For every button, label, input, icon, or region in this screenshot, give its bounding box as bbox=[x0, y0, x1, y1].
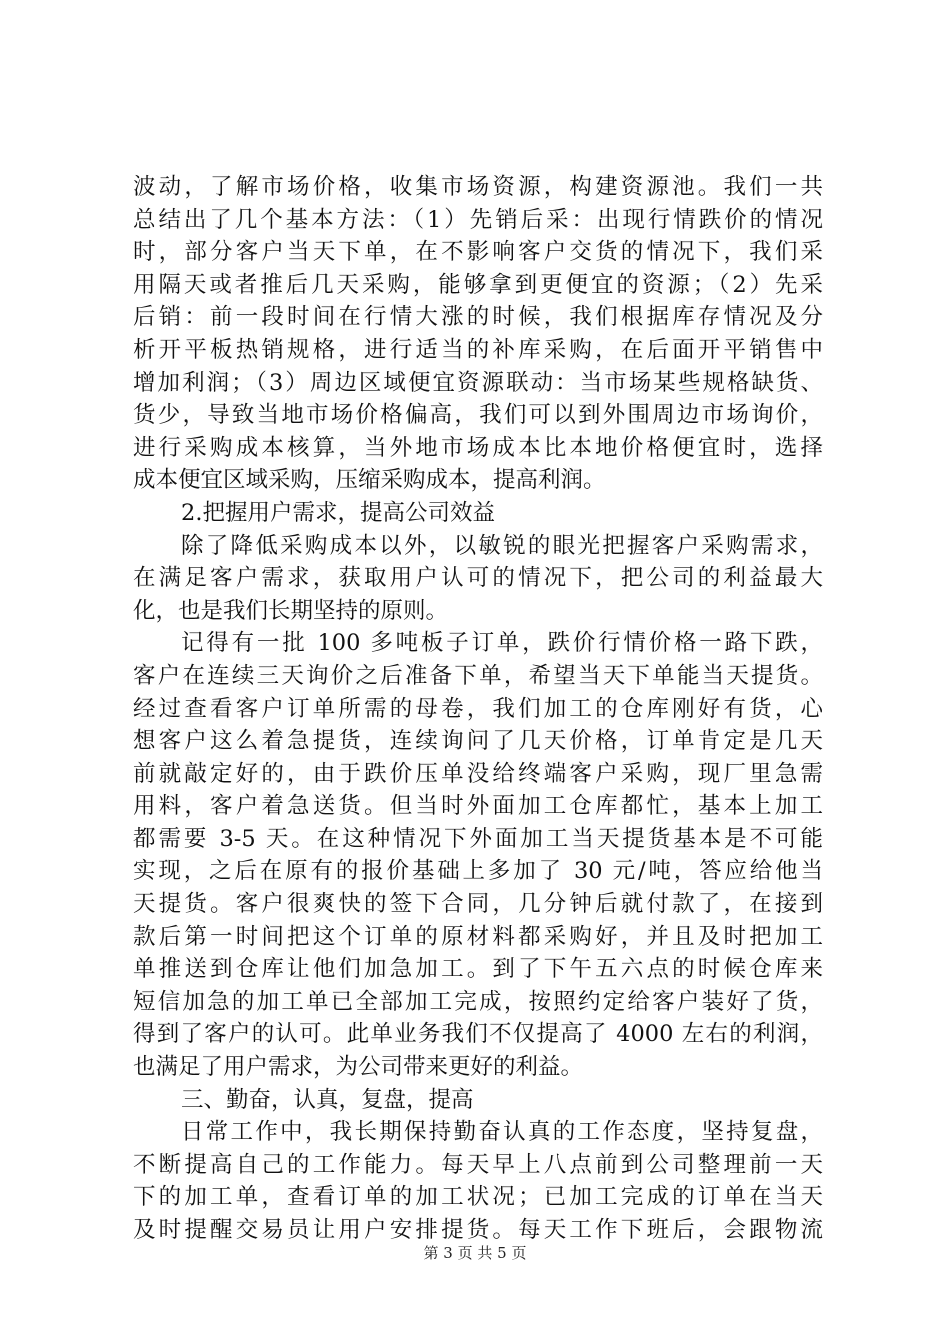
text-line: 实现，之后在原有的报价基础上多加了 30 元/吨，答应给他当 bbox=[133, 858, 823, 885]
text-line: 在满足客户需求，获取用户认可的情况下，把公司的利益最大 bbox=[133, 565, 823, 592]
text-line: 时，部分客户当天下单，在不影响客户交货的情况下，我们采 bbox=[133, 239, 823, 266]
text-line: 用料，客户着急送货。但当时外面加工仓库都忙，基本上加工 bbox=[133, 793, 823, 820]
text-line: 前就敲定好的，由于跌价压单没给终端客户采购，现厂里急需 bbox=[133, 760, 823, 787]
text-line: 及时提醒交易员让用户安排提货。每天工作下班后，会跟物流 bbox=[133, 1217, 823, 1243]
text-line: 得到了客户的认可。此单业务我们不仅提高了 4000 左右的利润， bbox=[133, 1021, 823, 1048]
text-line: 也满足了用户需求，为公司带来更好的利益。 bbox=[133, 1054, 584, 1081]
text-line: 除了降低采购成本以外，以敏锐的眼光把握客户采购需求， bbox=[181, 532, 823, 559]
text-line: 记得有一批 100 多吨板子订单，跌价行情价格一路下跌， bbox=[181, 630, 823, 657]
text-line: 化，也是我们长期坚持的原则。 bbox=[133, 597, 449, 624]
page-footer: 第 3 页 共 5 页 bbox=[423, 1244, 527, 1262]
body-text bbox=[133, 171, 823, 1247]
text-line: 波动，了解市场价格，收集市场资源，构建资源池。我们一共 bbox=[133, 174, 823, 200]
text-line: 短信加急的加工单已全部加工完成，按照约定给客户装好了货， bbox=[133, 988, 823, 1015]
text-line: 用隔天或者推后几天采购，能够拿到更便宜的资源；（2）先采 bbox=[133, 271, 823, 298]
text-line: 进行采购成本核算，当外地市场成本比本地价格便宜时，选择 bbox=[133, 434, 823, 461]
text-line: 三、勤奋，认真，复盘，提高 bbox=[181, 1086, 474, 1113]
text-line: 总结出了几个基本方法：（1）先销后采：出现行情跌价的情况 bbox=[133, 206, 823, 233]
text-line: 天提货。客户很爽快的签下合同，几分钟后就付款了，在接到 bbox=[133, 891, 823, 918]
text-line: 款后第一时间把这个订单的原材料都采购好，并且及时把加工 bbox=[133, 923, 823, 950]
text-line: 客户在连续三天询价之后准备下单，希望当天下单能当天提货。 bbox=[133, 662, 823, 689]
text-line: 想客户这么着急提货，连续询问了几天价格，订单肯定是几天 bbox=[133, 728, 823, 755]
text-line: 下的加工单，查看订单的加工状况；已加工完成的订单在当天 bbox=[133, 1184, 823, 1211]
text-line: 日常工作中，我长期保持勤奋认真的工作态度，坚持复盘， bbox=[181, 1119, 823, 1146]
text-line: 2.把握用户需求，提高公司效益 bbox=[181, 499, 495, 526]
text-line: 都需要 3-5 天。在这种情况下外面加工当天提货基本是不可能 bbox=[133, 825, 823, 852]
text-line: 货少，导致当地市场价格偏高，我们可以到外围周边市场询价， bbox=[133, 402, 823, 429]
text-line: 析开平板热销规格，进行适当的补库采购，在后面开平销售中 bbox=[133, 336, 823, 363]
text-line: 单推送到仓库让他们加急加工。到了下午五六点的时候仓库来 bbox=[133, 956, 823, 983]
text-line: 后销：前一段时间在行情大涨的时候，我们根据库存情况及分 bbox=[133, 304, 823, 331]
text-line: 经过查看客户订单所需的母卷，我们加工的仓库刚好有货，心 bbox=[133, 695, 823, 722]
text-line: 增加利润；（3）周边区域便宜资源联动：当市场某些规格缺货、 bbox=[133, 369, 823, 396]
text-line: 不断提高自己的工作能力。每天早上八点前到公司整理前一天 bbox=[133, 1151, 823, 1178]
text-line: 成本便宜区域采购，压缩采购成本，提高利润。 bbox=[133, 467, 606, 494]
